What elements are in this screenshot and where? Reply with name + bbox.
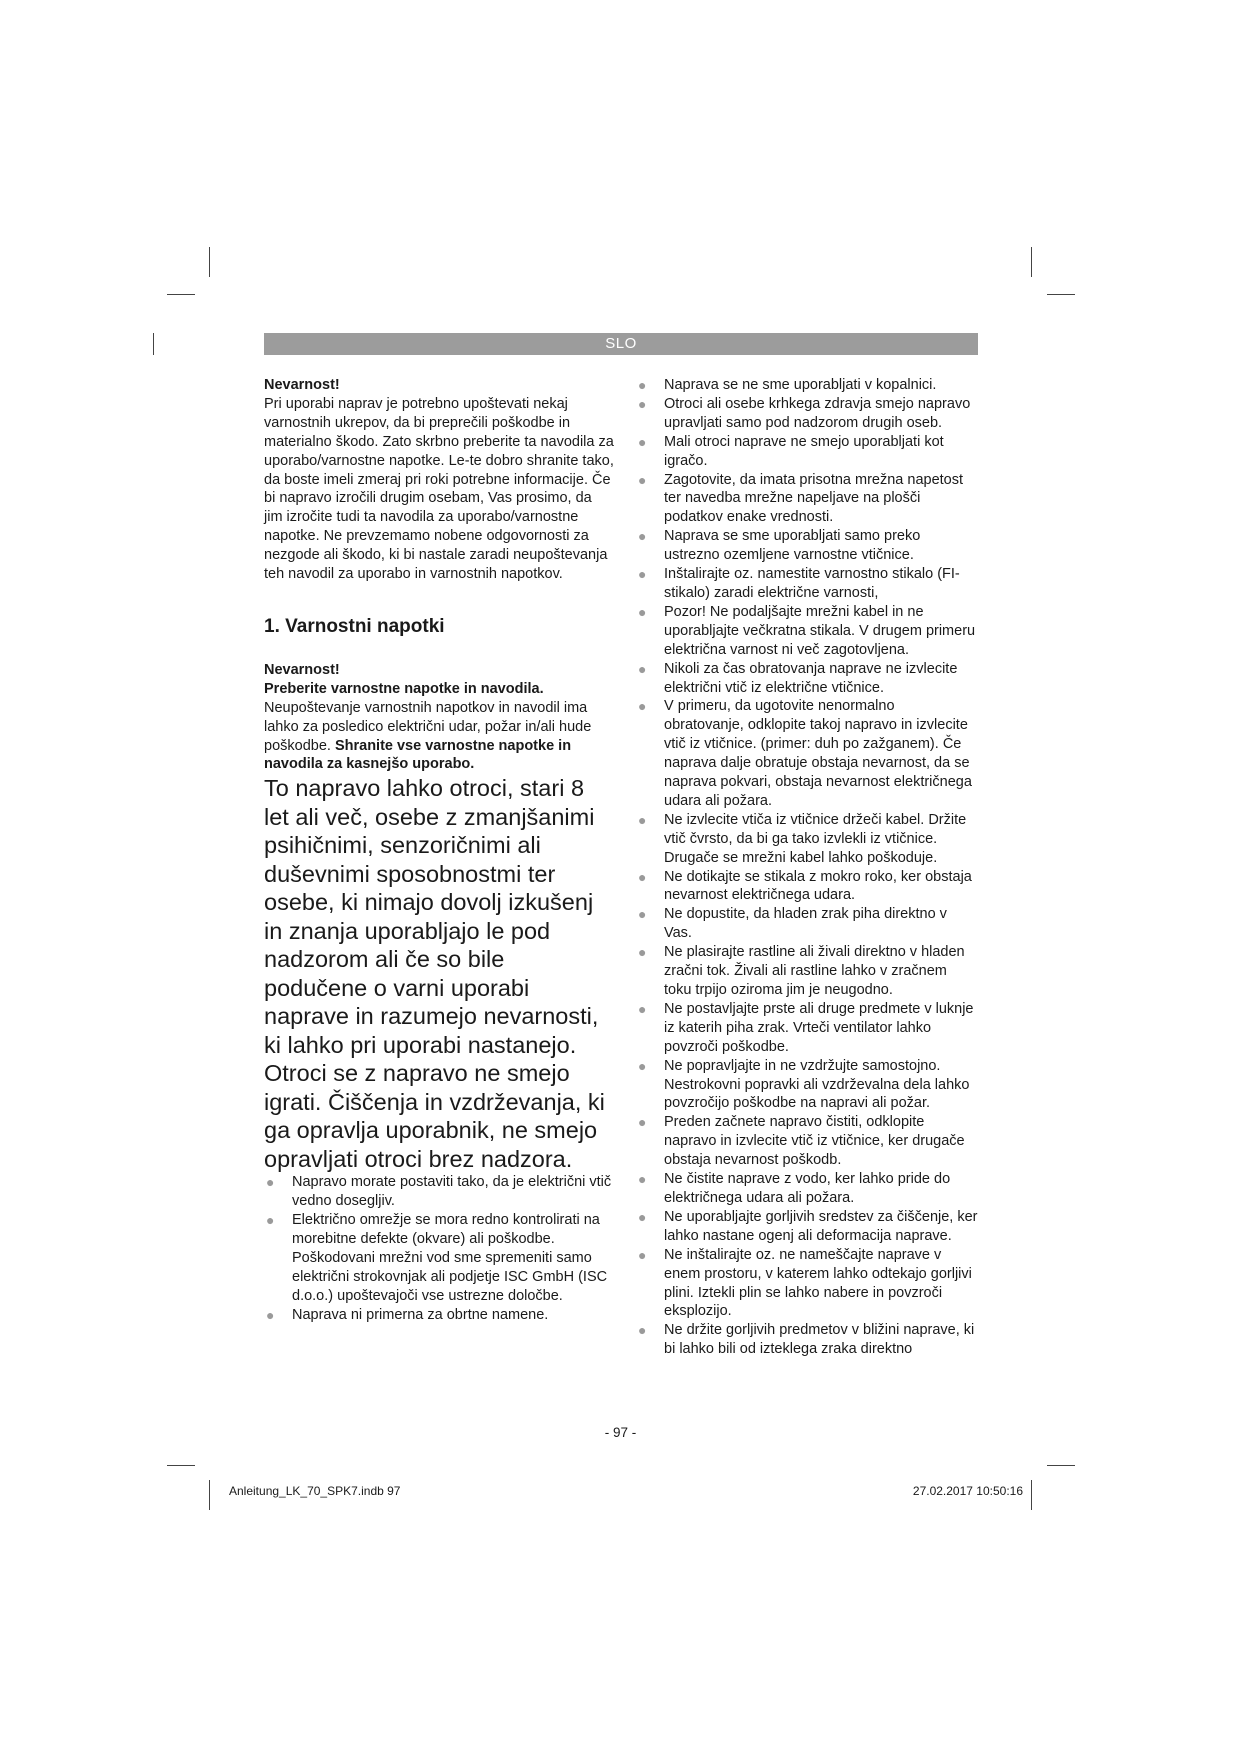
list-item-text: V primeru, da ugotovite nenormalno obratovanje, odklopite takoj napravo in izvlecite vtič iz vtičnice. (primer: duh po zažganem). Če naprava dalje obratuje obstaja nevarnost, da se naprava pokvari, obstaja nevarnost električnega udara ali požara. [664, 698, 972, 809]
list-item [264, 1173, 614, 1211]
right-column [636, 376, 978, 1359]
list-item-text: Ne popravljajte in ne vzdržujte samostojno. Nestrokovni popravki ali vzdrževalna dela lahko povzročijo poškodbe na napravi ali požar. [664, 1057, 970, 1112]
list-item [636, 1321, 978, 1359]
bullet-icon: ● [638, 944, 647, 961]
bullet-icon: ● [638, 1057, 647, 1074]
list-item [636, 376, 978, 395]
footer-file-name: Anleitung_LK_70_SPK7.indb 97 [229, 1484, 401, 1498]
bullet-icon: ● [638, 603, 647, 620]
list-item-text: Nikoli za čas obratovanja naprave ne izvlecite električni vtič iz električne vtičnice. [664, 660, 958, 696]
warning-paragraph: Pri uporabi naprav je potrebno upoštevati nekaj varnostnih ukrepov, da bi preprečili poškodbe in materialno škodo. Zato skrbno preberite ta navodila za uporabo/varnostne napotke. Le-te dobro shranite tako, da boste imeli zmeraj pri roki potrebne informacije. Če bi napravo izročili drugim osebam, Vas prosimo, da jim izročite tudi ta navodila za uporabo/varnostne napotke. Ne prevzemamo nobene odgovornosti za nezgode ali škodo, ki bi nastale zaradi neupoštevanja teh navodil za uporabo in varnostnih napotkov. [264, 395, 614, 583]
bullet-icon: ● [638, 1322, 647, 1339]
bullet-icon: ● [638, 566, 647, 583]
right-bullet-list [636, 376, 978, 1359]
list-item-text: Ne postavljajte prste ali druge predmete v luknje iz katerih piha zrak. Vrteči ventilator lahko povzroči poškodbe. [664, 1000, 974, 1055]
bullet-icon: ● [266, 1174, 275, 1191]
bullet-icon: ● [638, 377, 647, 393]
list-item-text: Preden začnete napravo čistiti, odklopite napravo in izvlecite vtič iz vtičnice, ker drugače obstaja nevarnost poškodb. [664, 1114, 965, 1169]
list-item-text: Ne izvlecite vtiča iz vtičnice držeči kabel. Držite vtič čvrsto, da bi ga tako izvlekli iz vtičnice. Drugače se mrežni kabel lahko poškoduje. [664, 811, 967, 866]
list-item [636, 868, 978, 906]
list-item [636, 1000, 978, 1057]
list-item-text: Ne dopustite, da hladen zrak piha direktno v Vas. [664, 906, 947, 942]
crop-mark [1031, 247, 1032, 277]
crop-mark [153, 333, 154, 355]
bullet-icon: ● [638, 906, 647, 923]
bullet-icon: ● [638, 660, 647, 677]
language-label: SLO [605, 335, 637, 352]
crop-mark [209, 1480, 210, 1510]
list-item-text: Ne inštalirajte oz. ne nameščajte naprave v enem prostoru, v katerem lahko odtekajo gorljivi plini. Iztekli plin se lahko nabere in povzroči eksplozijo. [664, 1246, 972, 1320]
warning-text: Neupoštevanje varnostnih napotkov in navodil ima lahko za posledico električni udar, požar in/ali hude poškodbe. [264, 699, 592, 754]
list-item [636, 697, 978, 810]
list-item-text: Naprava ni primerna za obrtne namene. [292, 1306, 549, 1323]
list-item [636, 1057, 978, 1114]
bullet-icon: ● [638, 698, 647, 715]
list-item-text: Inštalirajte oz. namestite varnostno stikalo (FI-stikalo) zaradi električne varnosti, [664, 566, 960, 601]
list-item [636, 1208, 978, 1246]
crop-mark [209, 247, 210, 277]
children-safety-notice: To napravo lahko otroci, stari 8 let ali več, osebe z zmanjšanimi psihičnimi, senzoričnimi ali duševnimi sposobnostmi ter osebe, ki nimajo dovolj izkušenj in znanja uporabljajo le pod nadzorom ali če so bile podučene o varni uporabi naprave in razumejo nevarnosti, ki lahko pri uporabi nastanejo. Otroci se z napravo ne smejo igrati. Čiščenja in vzdrževanja, ki ga opravlja uporabnik, ne smejo opravljati otroci brez nadzora. [264, 775, 605, 1172]
list-item [636, 905, 978, 943]
bullet-icon: ● [638, 471, 647, 488]
bullet-icon: ● [266, 1212, 275, 1229]
bullet-icon: ● [638, 1246, 647, 1263]
crop-mark [167, 294, 195, 295]
list-item-text: Električno omrežje se mora redno kontrolirati na morebitne defekte (okvare) ali poškodbe. Poškodovani mrežni vod sme spremeniti samo električni strokovnjak ali podjetje ISC GmbH (ISC d.o.o.) upoštevajoči vse ustrezne določbe. [292, 1212, 608, 1304]
warning-paragraph [264, 699, 614, 775]
bullet-icon: ● [638, 868, 647, 885]
warning-bold-text: Shranite vse varnostne napotke in navodila za kasnejšo uporabo. [264, 737, 572, 773]
warning-subtitle: Preberite varnostne napotke in navodila. [264, 680, 544, 697]
footer-timestamp: 27.02.2017 10:50:16 [912, 1484, 1023, 1498]
list-item [264, 1211, 614, 1306]
crop-mark [1047, 1465, 1075, 1466]
language-header-bar [264, 333, 978, 355]
list-item [264, 1306, 614, 1325]
list-item [636, 811, 978, 868]
bullet-icon: ● [638, 811, 647, 828]
list-item [636, 433, 978, 471]
list-item-text: Pozor! Ne podaljšajte mrežni kabel in ne uporabljajte večkratna stikala. V drugem primeru električna varnost ni več zagotovljena. [664, 603, 976, 658]
bullet-icon: ● [638, 1208, 647, 1225]
bullet-icon: ● [638, 1171, 647, 1188]
bullet-icon: ● [266, 1306, 275, 1323]
list-item-text: Naprava se ne sme uporabljati v kopalnici. [664, 377, 937, 393]
list-item [636, 565, 978, 603]
bullet-icon: ● [638, 433, 647, 450]
list-item-text: Mali otroci naprave ne smejo uporabljati kot igračo. [664, 433, 944, 469]
list-item-text: Naprava se sme uporabljati samo preko ustrezno ozemljene varnostne vtičnice. [664, 528, 921, 564]
crop-mark [1031, 1480, 1032, 1510]
bullet-icon: ● [638, 395, 647, 412]
list-item-text: Otroci ali osebe krhkega zdravja smejo napravo upravljati samo pod nadzorom drugih oseb. [664, 395, 971, 431]
list-item [636, 395, 978, 433]
list-item [636, 1113, 978, 1170]
list-item [636, 527, 978, 565]
list-item [636, 1246, 978, 1322]
bullet-icon: ● [638, 1114, 647, 1131]
list-item-text: Ne dotikajte se stikala z mokro roko, ker obstaja nevarnost električnega udara. [664, 868, 972, 904]
section-heading: 1. Varnostni napotki [264, 615, 445, 637]
list-item [636, 660, 978, 698]
warning-title: Nevarnost! [264, 661, 340, 678]
list-item-text: Napravo morate postaviti tako, da je električni vtič vedno dosegljiv. [292, 1174, 612, 1210]
left-bullet-list [264, 1173, 614, 1324]
crop-mark [167, 1465, 195, 1466]
list-item-text: Ne plasirajte rastline ali živali direktno v hladen zračni tok. Živali ali rastline lahko v zračnem toku trpijo oziroma jim je neugodno. [664, 944, 965, 998]
list-item [636, 471, 978, 528]
list-item-text: Ne uporabljajte gorljivih sredstev za čiščenje, ker lahko nastane ogenj ali deformacija naprave. [664, 1208, 978, 1244]
left-column [264, 376, 614, 1325]
crop-mark [1047, 294, 1075, 295]
bullet-icon: ● [638, 528, 647, 545]
list-item-text: Ne držite gorljivih predmetov v bližini naprave, ki bi lahko bili od izteklega zraka direktno [664, 1322, 975, 1358]
list-item-text: Zagotovite, da imata prisotna mrežna napetost ter navedba mrežne napeljave na plošči podatkov enake vrednosti. [664, 471, 964, 526]
page-number: - 97 - [604, 1425, 637, 1440]
list-item [636, 943, 978, 1000]
list-item [636, 1170, 978, 1208]
warning-title: Nevarnost! [264, 377, 340, 393]
list-item [636, 603, 978, 660]
bullet-icon: ● [638, 1000, 647, 1017]
list-item-text: Ne čistite naprave z vodo, ker lahko pride do električnega udara ali požara. [664, 1171, 951, 1206]
